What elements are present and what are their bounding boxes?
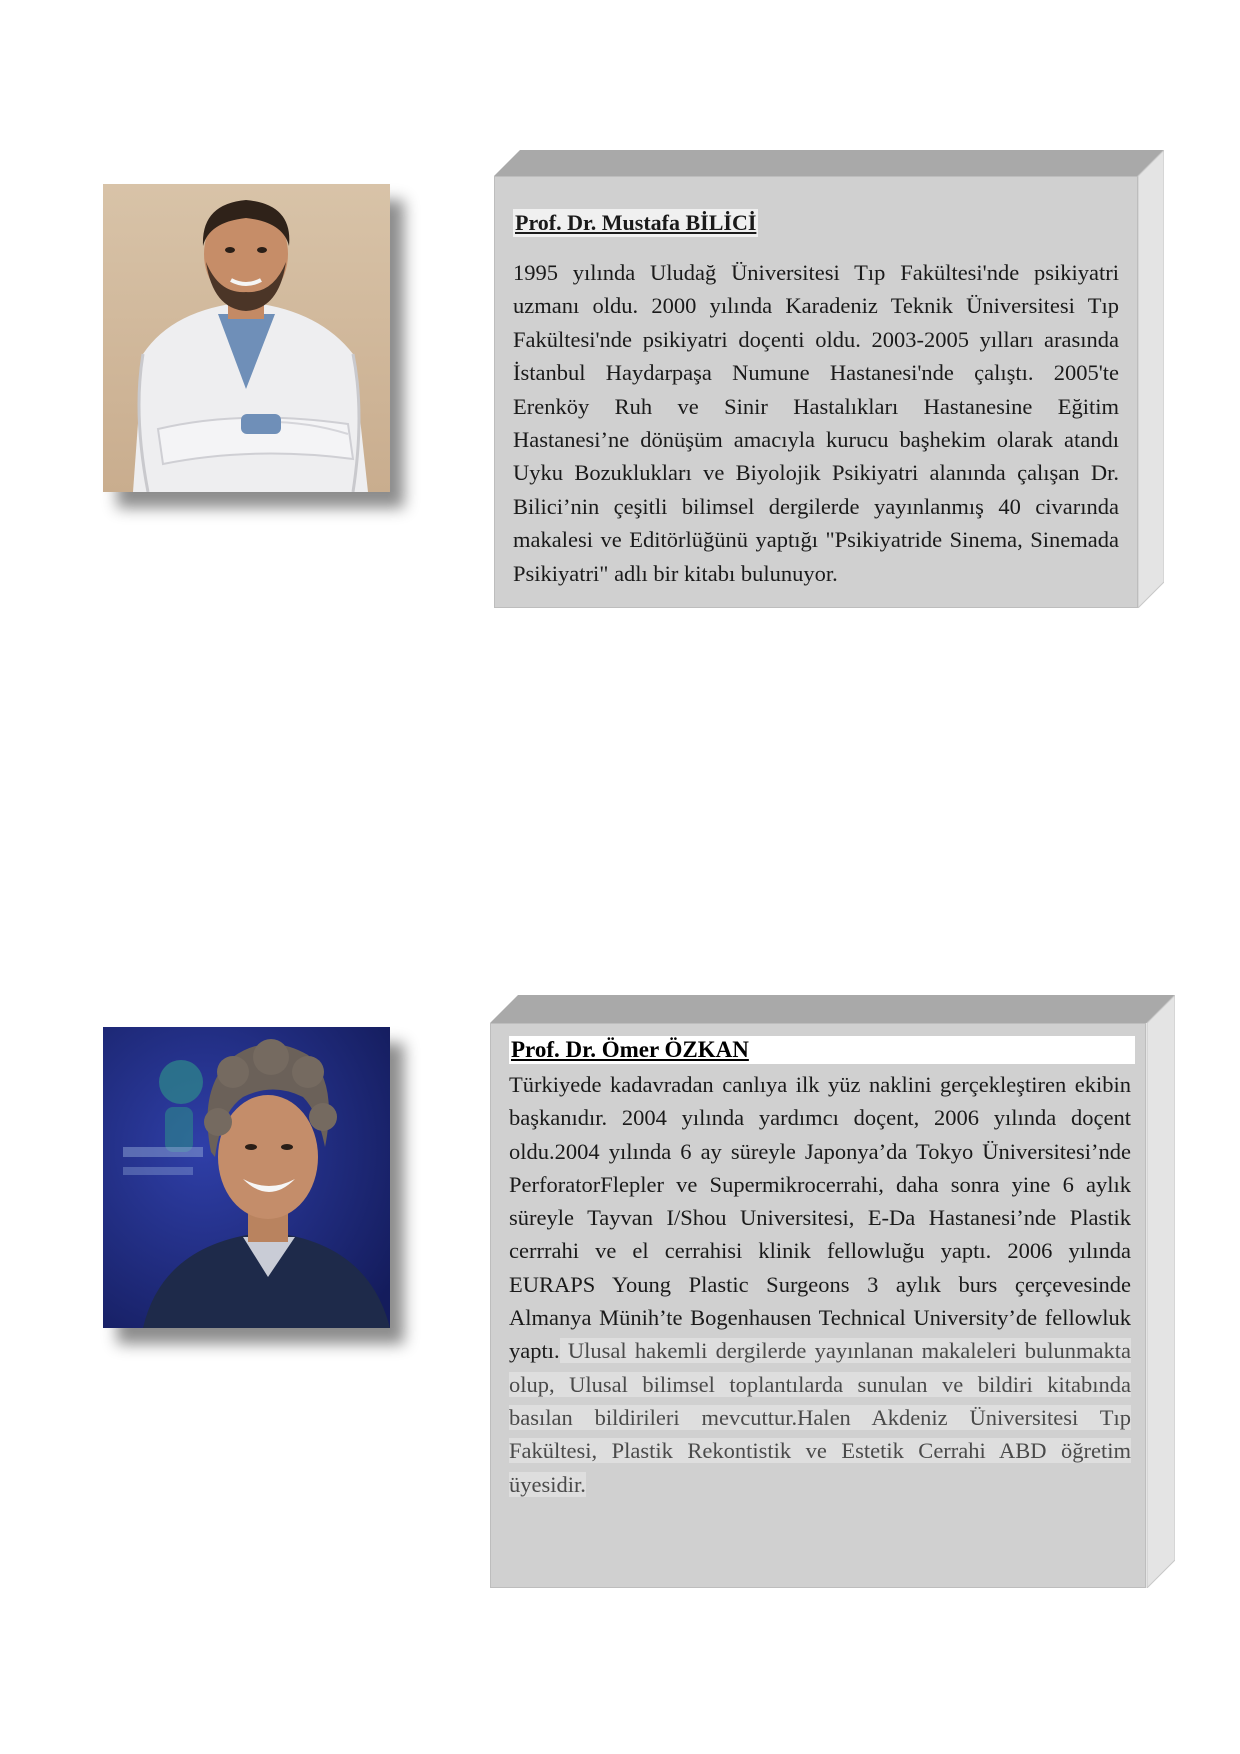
profile-card-ozkan (490, 995, 1175, 1588)
profile-bio: 1995 yılında Uludağ Üniversitesi Tıp Fakültesi'nde psikiyatri uzmanı oldu. 2000 yılında Karadeniz Teknik Üniversitesi Tıp Fakültesi'nde psikiyatri doçenti oldu. 2003-2005 yılları arasında İstanbul Haydarpaşa Numune Hastanesi'nde çalıştı. 2005'te Erenköy Ruh ve Sinir Hastalıkları Hastanesine Eğitim Hastanesi’ne dönüşüm amacıyla kurucu başhekim olarak atandı Uyku Bozuklukları ve Biyolojik Psikiyatri alanında çalışan Dr. Bilici’nin çeşitli bilimsel dergilerde yayınlanmış 40 civarında makalesi ve Editörlüğünü yaptığı "Psikiyatride Sinema, Sinemada Psikiyatri" adlı bir kitabı bulunuyor. (513, 260, 1119, 586)
profile-photo-ozkan (103, 1027, 390, 1328)
profile-name: Prof. Dr. Mustafa BİLİCİ (515, 210, 757, 235)
profile-bio-main: Türkiyede kadavradan canlıya ilk yüz naklini gerçekleştiren ekibin başkanıdır. 2004 yılında yardımcı doçent, 2006 yılında doçent oldu.2004 yılında 6 ay süreyle Japonya’da Tokyo Üniversitesi’nde PerforatorFlepler ve Supermikrocerrahi, daha sonra yine 6 aylık süreyle Tayvan I/Shou Universitesi, E-Da Hastanesi’nde Plastik cerrrahi ve el cerrahisi klinik fellowluğu yaptı. 2006 yılında EURAPS Young Plastic Surgeons 3 aylık burs çerçevesinde Almanya Münih’te Bogenhausen Technical University’de fellowluk yaptı. (509, 1072, 1131, 1364)
profile-card-bilici (494, 150, 1164, 608)
profile-card-front (494, 176, 1138, 608)
profile-name: Prof. Dr. Ömer ÖZKAN (511, 1037, 749, 1062)
profile-card-front (490, 1023, 1146, 1588)
profile-photo-bilici (103, 184, 390, 492)
profile-bio-continued: Ulusal hakemli dergilerde yayınlanan makaleleri bulunmakta olup, Ulusal bilimsel toplantılarda sunulan ve bildiri kitabında basılan bildirileri mevcuttur.Halen Akdeniz Üniversitesi Tıp Fakültesi, Plastik Rekontistik ve Estetik Cerrahi ABD öğretim üyesidir. (509, 1338, 1131, 1497)
profile-bio (509, 1068, 1131, 1501)
profile-name-bar (509, 1036, 1135, 1064)
